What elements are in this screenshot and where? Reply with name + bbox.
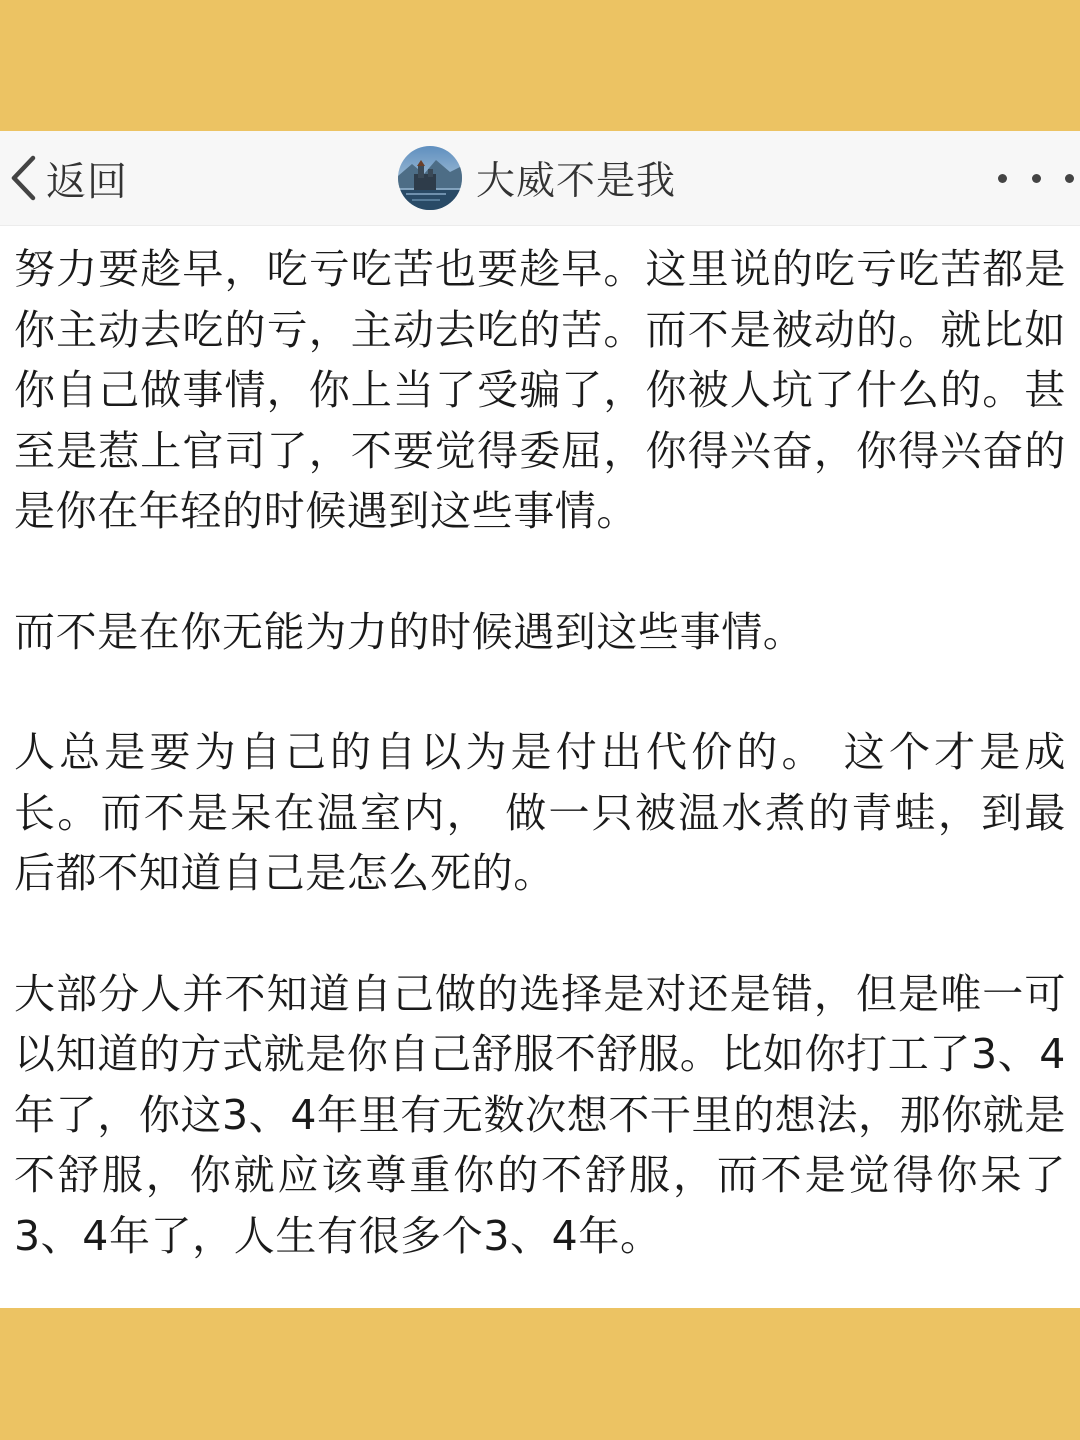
more-dot-icon (1032, 174, 1041, 183)
post-content (14, 239, 1066, 1266)
post-paragraph: 努力要趁早，吃亏吃苦也要趁早。这里说的吃亏吃苦都是你主动去吃的亏，主动去吃的苦。而不是被动的。就比如你自己做事情，你上当了受骗了，你被人坑了什么的。甚至是惹上官司了，不要觉得委屈，你得兴奋，你得兴奋的是你在年轻的时候遇到这些事情。 (14, 245, 1066, 535)
chevron-left-icon (8, 152, 40, 204)
back-label: 返回 (46, 158, 128, 205)
screenshot-card (0, 131, 1080, 1308)
profile-header[interactable] (398, 133, 676, 223)
post-paragraph: 而不是在你无能为力的时候遇到这些事情。 (14, 607, 805, 656)
back-button[interactable] (8, 143, 128, 213)
top-background-band (0, 0, 1080, 131)
nav-bar (0, 131, 1080, 226)
post-paragraph: 大部分人并不知道自己做的选择是对还是错，但是唯一可以知道的方式就是你自己舒服不舒服。比如你打工了3、4年了，你这3、4年里有无数次想不干里的想法，那你就是不舒服，你就应该尊重你的不舒服，而不是觉得你呆了3、4年了，人生有很多个3、4年。 (14, 969, 1066, 1260)
more-dot-icon (998, 174, 1007, 183)
page-title: 大威不是我 (476, 159, 677, 204)
avatar[interactable] (398, 146, 462, 210)
bottom-background-band (0, 1308, 1080, 1440)
more-dot-icon (1065, 174, 1074, 183)
post-paragraph: 人总是要为自己的自以为是付出代价的。 这个才是成长。而不是呆在温室内， 做一只被温水煮的青蛙，到最后都不知道自己是怎么死的。 (14, 728, 1066, 897)
more-options-button[interactable] (998, 151, 1074, 205)
